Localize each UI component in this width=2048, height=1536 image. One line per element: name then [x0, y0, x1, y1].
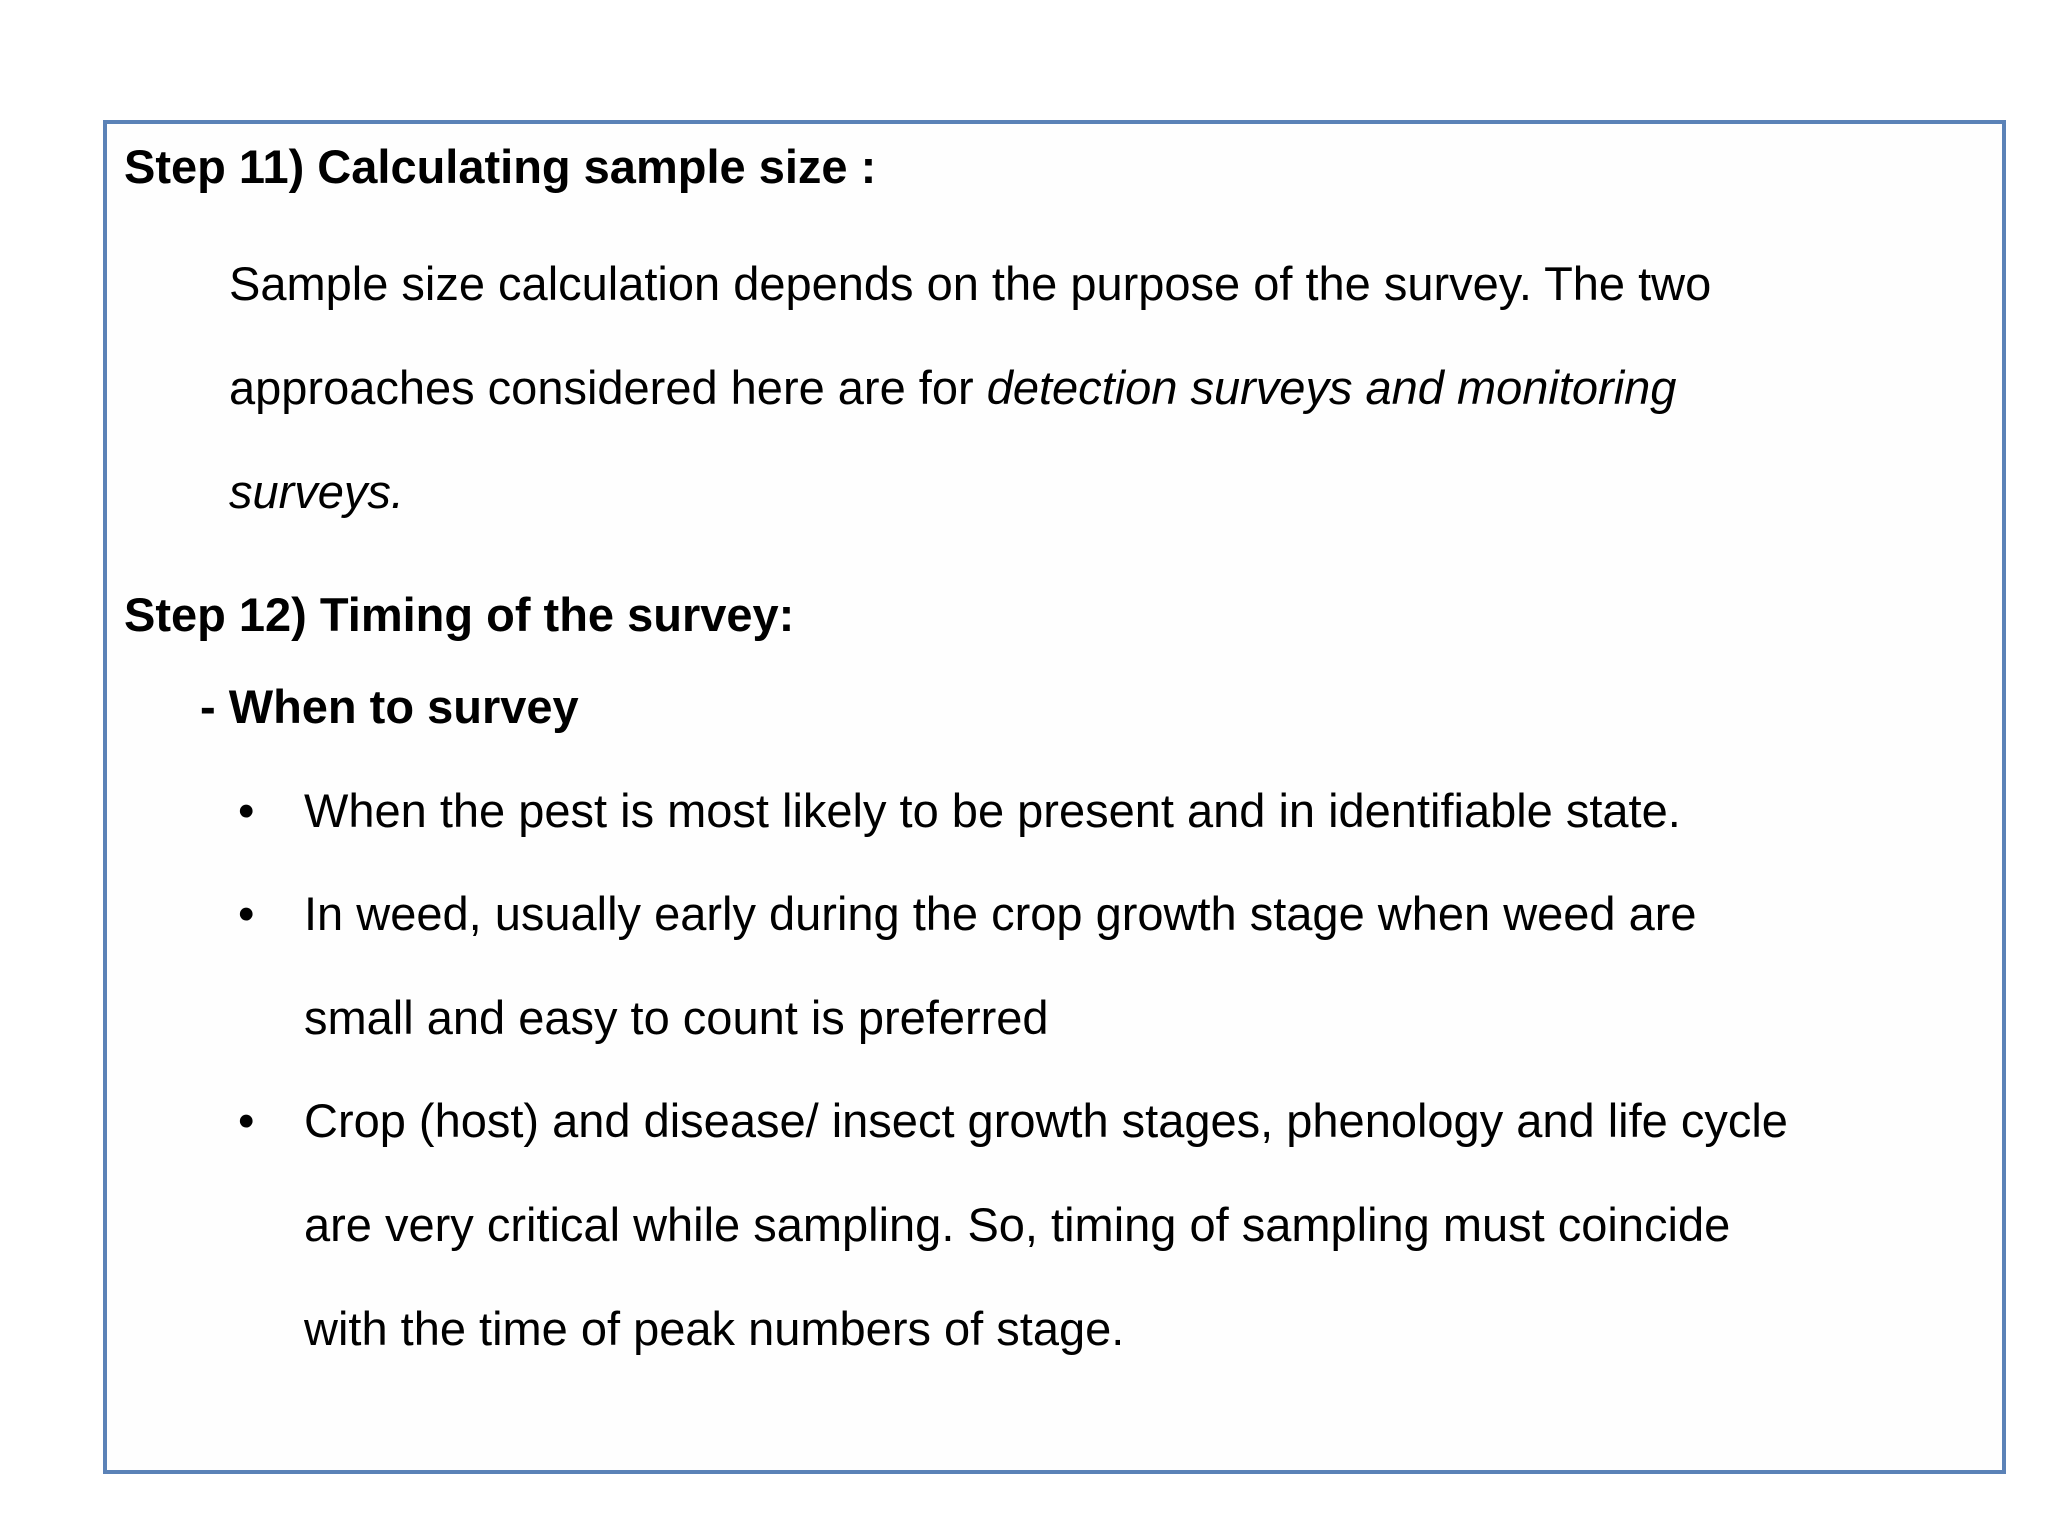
step-11-heading: Step 11) Calculating sample size :: [124, 140, 877, 193]
bullet-line: small and easy to count is preferred: [304, 991, 1049, 1044]
bullet-icon: •: [238, 887, 255, 940]
paragraph-line-3-italic: surveys.: [229, 465, 404, 518]
bullet-icon: •: [238, 1094, 255, 1147]
paragraph-line-1: Sample size calculation depends on the purpose of the survey. The two: [229, 257, 1712, 310]
bullet-line: In weed, usually early during the crop growth stage when weed are: [304, 887, 1697, 940]
paragraph-line-2-italic: detection surveys and monitoring: [986, 361, 1677, 414]
paragraph-line-2: [229, 336, 1969, 440]
step-12-heading: Step 12) Timing of the survey:: [124, 588, 795, 641]
bullet-line: with the time of peak numbers of stage.: [304, 1302, 1125, 1355]
bullet-icon: •: [238, 784, 255, 837]
bullet-line: are very critical while sampling. So, timing of sampling must coincide: [304, 1198, 1731, 1251]
bullet-line: When the pest is most likely to be present and in identifiable state.: [304, 784, 1681, 837]
bullet-text: [304, 862, 1964, 1070]
bullet-text: [304, 1069, 1964, 1381]
paragraph-line-2-plain: approaches considered here are for: [229, 361, 987, 414]
step-11-paragraph: [229, 232, 1969, 544]
bullet-text: [304, 759, 1964, 863]
bullet-line: Crop (host) and disease/ insect growth stages, phenology and life cycle: [304, 1094, 1788, 1147]
when-to-survey-subheading: - When to survey: [200, 680, 579, 733]
paragraph-line-3: [229, 440, 1969, 544]
